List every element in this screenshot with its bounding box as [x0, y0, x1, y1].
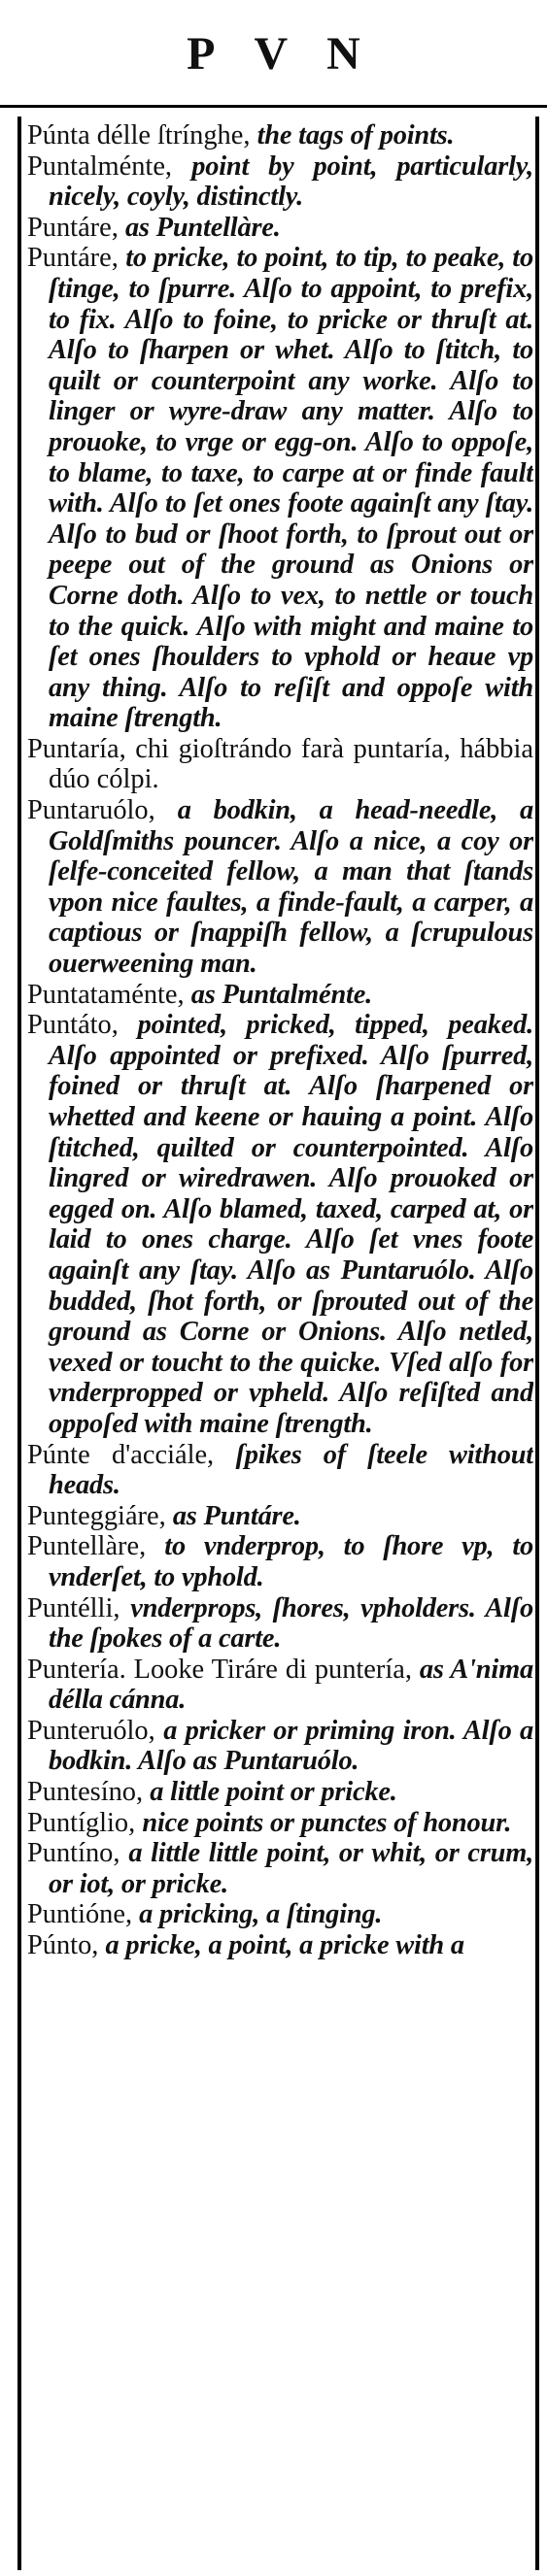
entry-definition: a little little point, or whit, or crum, or iot, or pricke.: [49, 1838, 533, 1899]
dictionary-entry: [27, 1899, 533, 1930]
dictionary-entry: [27, 1501, 533, 1532]
entry-definition: as Puntellàre.: [124, 212, 281, 243]
dictionary-entry: [27, 1655, 533, 1716]
entry-headword: Puntataménte,: [27, 979, 185, 1010]
entry-definition: ſpikes of ſteele without heads.: [49, 1439, 533, 1501]
entry-headword: Puntáre,: [27, 243, 119, 274]
entry-definition: a bodkin, a head-needle, a Goldſmiths pouncer. Alſo a nice, a coy or ſelfe-conceited fellow, a man that ſtands vpon nice faultes, a finde-fault, a carper, a captious or ſnappiſh fellow, a ſcrupulous ouerweening man.: [49, 795, 533, 980]
entry-definition: a pricking, a ſtinging.: [139, 1899, 383, 1930]
entry-headword: Puntaruólo,: [27, 795, 155, 826]
dictionary-entry: [27, 1777, 533, 1808]
entry-definition: as Puntáre.: [172, 1500, 301, 1531]
entry-definition: a little point or pricke.: [150, 1777, 397, 1808]
dictionary-entry: [27, 795, 533, 980]
entry-definition: as A'nima délla cánna.: [49, 1654, 533, 1716]
entry-definition: a pricker or priming iron. Alſo a bodkin. Alſo as Puntaruólo.: [49, 1715, 533, 1777]
dictionary-entry: [27, 213, 533, 244]
entry-headword: Puntíno,: [27, 1838, 120, 1869]
entry-definition: nice points or punctes of honour.: [142, 1807, 512, 1838]
dictionary-entry: [27, 120, 533, 151]
entry-headword: Puntaría, chi gioſtrándo farà puntaría, hábbia dúo cólpi.: [27, 733, 533, 795]
entry-headword: Punteruólo,: [27, 1715, 155, 1746]
entry-headword: Puntería. Looke Tiráre di puntería,: [27, 1654, 412, 1685]
entry-headword: Puntesíno,: [27, 1777, 144, 1808]
entry-headword: Púnta délle ſtrínghe,: [27, 120, 251, 151]
dictionary-entry: [27, 1593, 533, 1655]
page-header: [0, 0, 547, 108]
entry-definition: point by point, particularly, nicely, coyly, distinctly.: [49, 151, 533, 213]
entry-headword: Puntióne,: [27, 1899, 133, 1930]
entry-definition: to pricke, to point, to tip, to peake, to ſtinge, to ſpurre. Alſo to appoint, to prefix, to fix. Alſo to foine, to pricke or thruſt at. Alſo to ſharpen or whet. Alſo to ſtitch, to quilt or counterpoint any worke. Alſo to linger or wyre-draw any matter. Alſo to prouoke, to vrge or egg-on. Alſo to oppoſe, to blame, to taxe, to carpe at or finde fault with. Alſo to ſet ones foote againſt any ſtay. Alſo to bud or ſhoot forth, to ſprout out or peepe out of the ground as Onions or Corne doth. Alſo to vex, to nettle or touch to the quick. Alſo with might and maine to ſet ones ſhoulders to vphold or heaue vp any thing. Alſo to reſiſt and oppoſe with maine ſtrength.: [49, 243, 533, 734]
dictionary-entry: [27, 1440, 533, 1501]
dictionary-entry: [27, 1930, 533, 1961]
entry-headword: Púnte d'acciále,: [27, 1439, 215, 1470]
entry-headword: Puntalménte,: [27, 151, 173, 182]
entry-definition: a pricke, a point, a pricke with a: [105, 1930, 464, 1961]
dictionary-entry: [27, 1531, 533, 1592]
entry-definition: the tags of points.: [256, 120, 455, 151]
dictionary-column: [27, 120, 533, 2570]
entry-headword: Púnto,: [27, 1930, 99, 1961]
dictionary-entry: [27, 1010, 533, 1439]
dictionary-entry: [27, 980, 533, 1011]
entry-definition: vnderprops, ſhores, vpholders. Alſo the ſpokes of a carte.: [49, 1592, 533, 1655]
dictionary-entry: [27, 1808, 533, 1839]
entry-headword: Punteggiáre,: [27, 1500, 166, 1531]
dictionary-entry: [27, 243, 533, 734]
dictionary-entry: [27, 1838, 533, 1899]
dictionary-entry: [27, 1716, 533, 1777]
entry-headword: Puntáto,: [27, 1010, 119, 1041]
entry-headword: Puntáre,: [27, 212, 119, 243]
dictionary-entry: [27, 734, 533, 795]
entry-definition: to vnderprop, to ſhore vp, to vnderſet, to vphold.: [49, 1531, 533, 1592]
entry-definition: as Puntalménte.: [190, 979, 373, 1010]
entry-headword: Puntíglio,: [27, 1807, 136, 1838]
running-head: PVN: [187, 28, 399, 80]
entry-headword: Puntellàre,: [27, 1531, 147, 1562]
entry-headword: Puntélli,: [27, 1592, 120, 1623]
entry-definition: pointed, pricked, tipped, peaked. Alſo appointed or prefixed. Alſo ſpurred, foined or thruſt at. Alſo ſharpened or whetted and keene or hauing a point. Alſo ſtitched, quilted or counterpointed. Alſo lingred or wiredrawen. Alſo prouoked or egged on. Alſo blamed, taxed, carped at, or laid to ones charge. Alſo ſet vnes foote againſt any ſtay. Alſo as Puntaruólo. Alſo budded, ſhot forth, or ſprouted out of the ground as Corne or Onions. Alſo netled, vexed or toucht to the quicke. Vſed alſo for vnderpropped or vpheld. Alſo reſiſted and oppoſed with maine ſtrength.: [49, 1010, 533, 1439]
dictionary-entry: [27, 151, 533, 213]
